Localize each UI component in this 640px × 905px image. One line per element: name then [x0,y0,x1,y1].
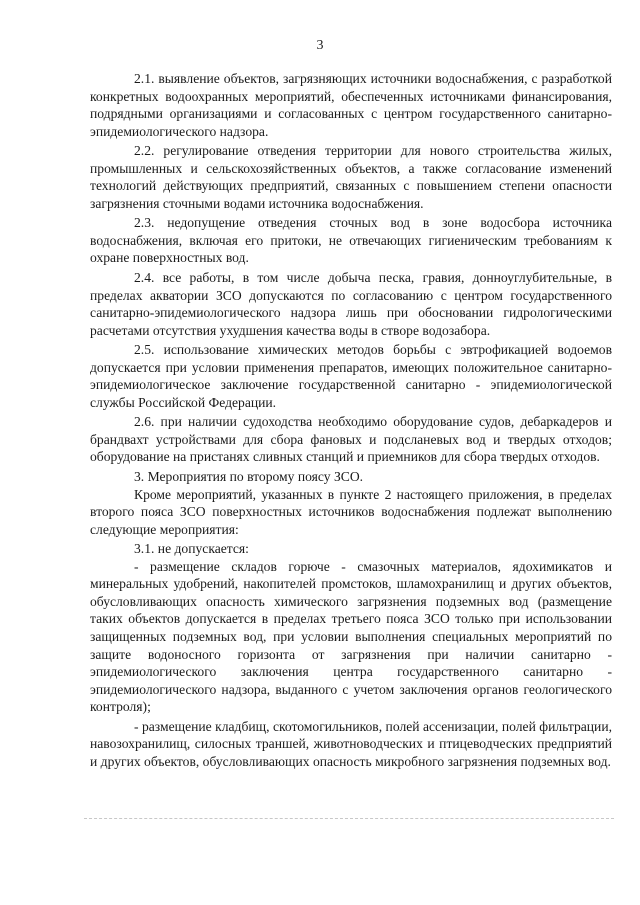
list-item-microbial: - размещение кладбищ, скотомогильников, полей ассенизации, полей фильтрации, навозохранилищ, силосных траншей, животноводческих и птицеводческих предприятий и других объектов, обусловливающих опасность микробного загрязнения подземных вод. [90,718,612,769]
paragraph-2-2: 2.2. регулирование отведения территории для нового строительства жилых, промышленных и сельскохозяйственных объектов, а также согласование изменений технологий действующих предприятий, связанных с повышением степени опасности загрязнения сточными водами источника водоснабжения. [90,143,612,211]
paragraph-2-1: 2.1. выявление объектов, загрязняющих источники водоснабжения, с разработкой конкретных водоохранных мероприятий, обеспеченных источниками финансирования, подрядными организациями и согласованных с центром государственного санитарно-эпидемиологического надзора. [90,71,612,139]
footer-divider [84,818,614,819]
section-3-intro: Кроме мероприятий, указанных в пункте 2 настоящего приложения, в пределах второго пояса ЗСО поверхностных источников водоснабжения подлежат выполнению следующие мероприятия: [90,486,612,537]
document-body [90,70,612,772]
paragraph-2-3: 2.3. недопущение отведения сточных вод в зоне водосбора источника водоснабжения, включая его притоки, не отвечающих гигиеническим требованиям к охране поверхностных вод. [90,215,612,266]
paragraph-2-6: 2.6. при наличии судоходства необходимо оборудование судов, дебаркадеров и брандвахт устройствами для сбора фановых и подсланевых вод и твердых отходов; оборудование на пристанях сливных станций и приемников для сбора твердых отходов. [90,414,612,465]
paragraph-2-5: 2.5. использование химических методов борьбы с эвтрофикацией водоемов допускается при условии применения препаратов, имеющих положительное санитарно-эпидемиологическое заключение государственной санитарно - эпидемиологической службы Российской Федерации. [90,342,612,410]
paragraph-2-4: 2.4. все работы, в том числе добыча песка, гравия, донноуглубительные, в пределах акватории ЗСО допускаются по согласованию с центром государственного санитарно-эпидемиологического надзора лишь при обосновании гидрологическими расчетами отсутствия ухудшения качества воды в створе водозабора. [90,270,612,338]
page-number: 3 [316,38,324,53]
paragraph-3-1: 3.1. не допускается: [134,541,249,557]
list-item-chemical: - размещение складов горюче - смазочных материалов, ядохимикатов и минеральных удобрений, накопителей промстоков, шламохранилищ и других объектов, обусловливающих опасность химического загрязнения подземных вод (размещение таких объектов допускается в пределах третьего пояса ЗСО только при использовании защищенных подземных вод, при условии выполнения специальных мероприятий по защите водоносного горизонта от загрязнения при наличии санитарно - эпидемиологического заключения центра государственного санитарно - эпидемиологического надзора, выданного с учетом заключения органов геологического контроля); [90,558,612,715]
section-3-heading: 3. Мероприятия по второму поясу ЗСО. [134,469,364,485]
